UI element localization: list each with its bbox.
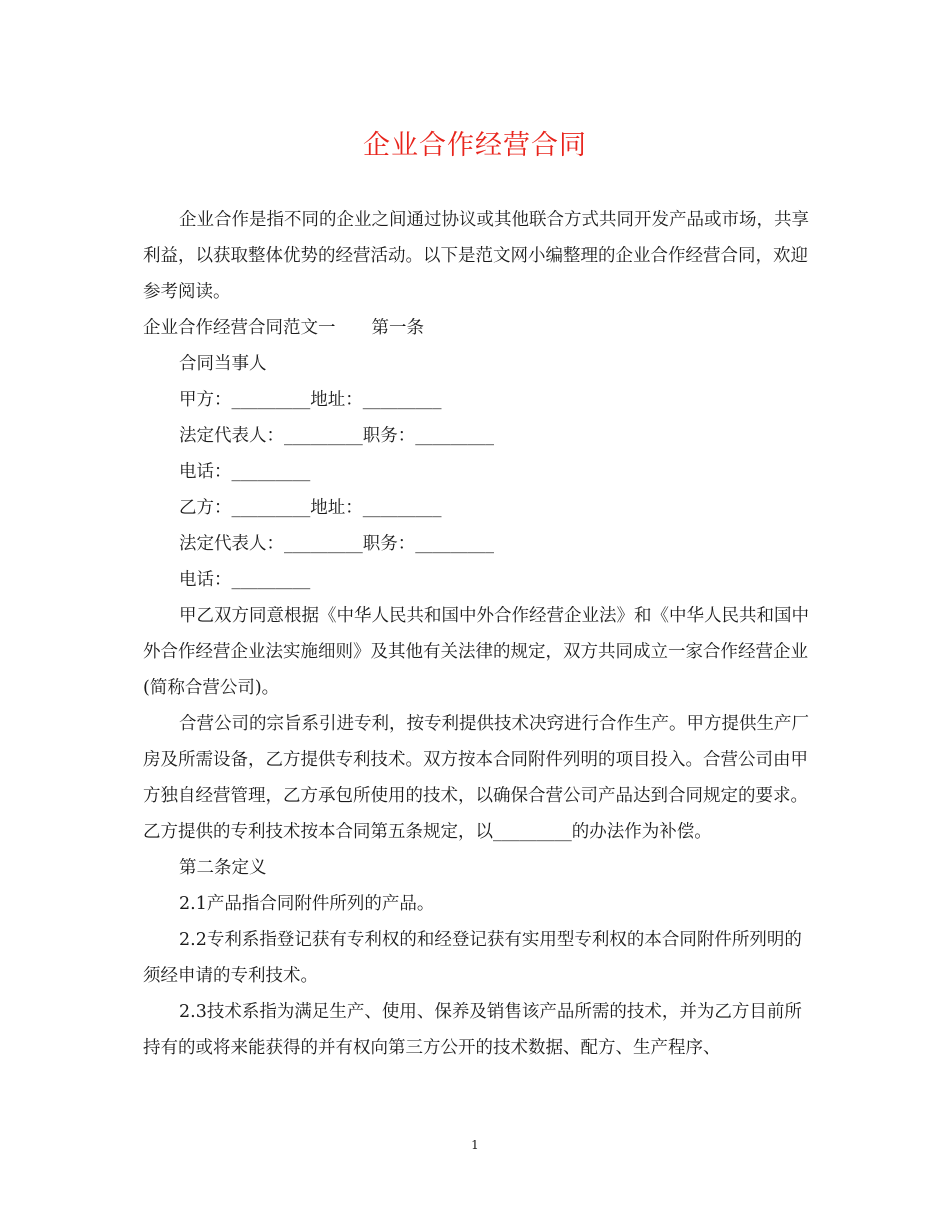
parties-heading: 合同当事人 [179,354,267,374]
party-a-representative-line: 法定代表人：_________职务：_________ [179,426,494,446]
sample-heading-line [143,310,811,346]
article-1-heading: 第一条 [371,318,424,338]
document-body [143,202,811,1066]
agreement-paragraph: 甲乙双方同意根据《中华人民共和国中外合作经营企业法》和《中华人民共和国中外合作经营企业法实施细则》及其他有关法律的规定，双方共同成立一家合作经营企业(简称合营公司)。 [143,606,809,698]
definition-2-1: 2.1产品指合同附件所列的产品。 [179,894,435,914]
sample-heading: 企业合作经营合同范文一 [143,318,336,338]
page-number: 1 [471,1138,479,1152]
party-a-phone-line: 电话：_________ [179,462,311,482]
definition-2-3: 2.3技术系指为满足生产、使用、保养及销售该产品所需的技术，并为乙方目前所持有的或将来能获得的并有权向第三方公开的技术数据、配方、生产程序、 [143,1002,802,1058]
party-b-phone-line: 电话：_________ [179,570,311,590]
purpose-paragraph: 合营公司的宗旨系引进专利，按专利提供技术决窍进行合作生产。甲方提供生产厂房及所需设备，乙方提供专利技术。双方按本合同附件列明的项目投入。合营公司由甲方独自经营管理，乙方承包所使用的技术，以确保合营公司产品达到合同规定的要求。乙方提供的专利技术按本合同第五条规定，以_________的办法作为补偿。 [143,714,809,842]
party-b-line: 乙方：_________地址：_________ [179,498,442,518]
intro-paragraph: 企业合作是指不同的企业之间通过协议或其他联合方式共同开发产品或市场，共享利益，以获取整体优势的经营活动。以下是范文网小编整理的企业合作经营合同，欢迎参考阅读。 [143,210,809,302]
party-b-representative-line: 法定代表人：_________职务：_________ [179,534,494,554]
definition-2-2: 2.2专利系指登记获有专利权的和经登记获有实用型专利权的本合同附件所列明的须经申请的专利技术。 [143,930,802,986]
document-title: 企业合作经营合同 [363,130,587,161]
article-2-heading: 第二条定义 [179,858,267,878]
party-a-line: 甲方：_________地址：_________ [179,390,442,410]
